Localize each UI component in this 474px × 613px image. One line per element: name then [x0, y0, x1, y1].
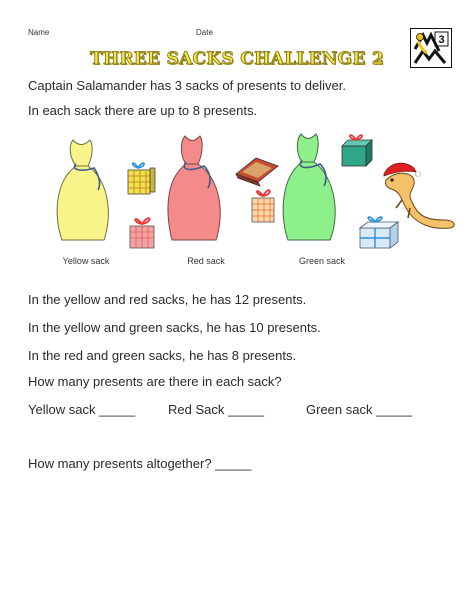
clue-1: In the yellow and red sacks, he has 12 presents. — [28, 292, 307, 307]
salamander-icon — [384, 163, 454, 228]
clue-3: In the red and green sacks, he has 8 presents. — [28, 348, 297, 363]
answer-total[interactable]: How many presents altogether? _____ — [28, 456, 252, 471]
yellow-sack-icon — [57, 140, 108, 240]
gift-prism-icon — [236, 158, 278, 186]
gift-teal-icon — [342, 135, 372, 166]
gift-blue-icon — [360, 217, 398, 248]
logo-grade: 3 — [438, 34, 445, 46]
green-sack-label: Green sack — [298, 256, 346, 266]
sacks-illustration — [40, 128, 460, 258]
worksheet-title: THREE SACKS CHALLENGE 2 — [90, 49, 384, 69]
yellow-sack-label: Yellow sack — [62, 256, 110, 266]
gift-yellow-icon — [128, 163, 155, 194]
intro-text-1: Captain Salamander has 3 sacks of presents to deliver. — [28, 78, 346, 93]
answer-red-sack[interactable]: Red Sack _____ — [168, 402, 265, 417]
clue-2: In the yellow and green sacks, he has 10 presents. — [28, 320, 321, 335]
answer-yellow-sack[interactable]: Yellow sack _____ — [28, 402, 136, 417]
green-sack-icon — [283, 134, 335, 240]
date-label: Date — [196, 28, 213, 37]
answer-green-sack[interactable]: Green sack _____ — [306, 402, 413, 417]
gift-orange-icon — [252, 190, 274, 222]
name-label: Name — [28, 28, 50, 37]
gift-pink-icon — [130, 218, 154, 248]
intro-text-2: In each sack there are up to 8 presents. — [28, 103, 258, 118]
red-sack-label: Red sack — [187, 256, 225, 266]
red-sack-icon — [168, 136, 220, 240]
question-text: How many presents are there in each sack? — [28, 374, 282, 389]
